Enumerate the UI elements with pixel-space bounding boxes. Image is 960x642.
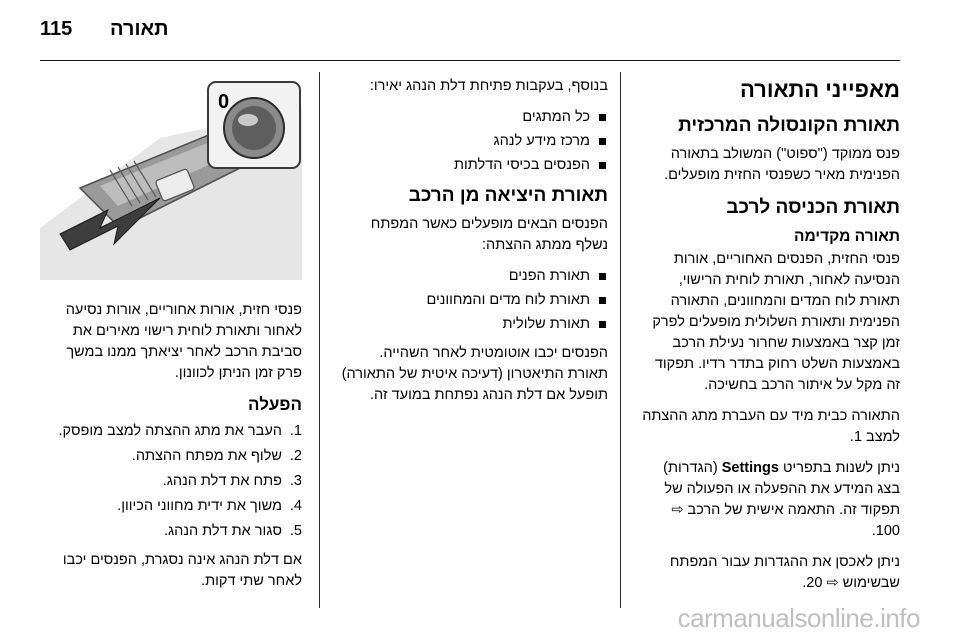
column-divider [620,72,621,608]
paragraph: הפנסים הבאים מופעלים כאשר המפתח נשלף ממתג ההצתה: [370,216,608,253]
step-item: 2. שלוף את מפתח ההצתה. [131,448,302,464]
page-reference: 100 [875,523,900,539]
subsection-heading: תאורת הכניסה לרכב [726,197,900,218]
settings-paragraph: ניתן לשנות בתפריט Settings (הגדרות) בצג המידע את ההפעלה או הפעולה של תפקוד זה. התאמה אישית של הרכב ⇨ 100. [663,460,900,539]
middle-column [336,76,608,416]
section-title: מאפייני התאורה [739,77,900,102]
step-item: 3. פתח את דלת הנהג. [162,473,302,489]
step-item: 4. משוך את ידית מחווני הכיוון. [117,498,302,514]
bullet-list [336,107,608,176]
list-item: תאורת הפנים [336,266,608,287]
paragraph: פנסי חזית, אורות אחוריים, אורות נסיעה לאחור ותאורת לוחית רישוי מאירים את סביבת הרכב לאחר יציאתך ממנו במשך פרק זמן הניתן לכוונון. [65,302,302,381]
running-title: תאורה [110,18,169,40]
subsection-heading: תאורת הקונסולה המרכזית [678,115,900,136]
list-item: תאורת שלולית [336,314,608,335]
paragraph: בנוסף, בעקבות פתיחת דלת הנהג יאירו: [369,78,608,94]
step-item: 5. סגור את דלת הנהג. [163,523,302,539]
list-item: תאורת לוח מדים והמחוונים [336,290,608,311]
paragraph: אם דלת הנהג אינה נסגרת, הפנסים יכבו לאחר שתי דקות. [62,552,302,589]
paragraph: הפנסים יכבו אוטומטית לאחר השהייה. תאורת התיאטרון (דעיכה איטית של התאורה) תופעל אם דלת הנהג נפתחת במועד זה. [341,345,608,403]
stalk-illustration [40,78,302,280]
arrow-ref-icon: ⇨ [671,502,684,518]
page-number: 115 [40,18,73,40]
stalk-illustration-svg [40,78,302,280]
column-divider [319,72,320,608]
page-reference: 20 [806,575,823,591]
page-header [40,14,920,50]
paragraph: פנס ממוקד ("ספוט") המשולב בתאורה הפנימית מאיר כשפנסי החזית מופעלים. [664,146,900,183]
header-rule [40,60,900,61]
step-list [40,421,302,542]
list-item: מרכז מידע לנהג [336,131,608,152]
arrow-ref-icon: ⇨ [826,575,839,591]
right-column [642,76,900,604]
paragraph: התאורה כבית מיד עם העברת מתג ההצתה למצב 1. [642,408,900,445]
paragraph: ניתן לאכסן את ההגדרות עבור המפתח שבשימוש ⇨ 20. [669,554,900,591]
list-item: כל המתגים [336,107,608,128]
paragraph: פנסי החזית, הפנסים האחוריים, אורות הנסיעה לאחור, תאורת לוחית הרישוי, תאורת לוח המדים והמחוונים, התאורה הפנימית ותאורת השלולית מופעלים לפרק זמן קצר באמצעות שחרור נעילת הרכב באמצעות השלט רחוק בתדר רדיו. תפקוד זה מקל על איתור הרכב בחשיכה. [652,251,900,393]
bullet-list [336,266,608,335]
step-item: 1. העבר את מתג ההצתה למצב מופסק. [58,423,302,439]
list-item: הפנסים בכיסי הדלתות [336,155,608,176]
left-column [40,300,302,602]
illustration-label: 0 [218,91,230,113]
minor-heading: הפעלה [248,395,302,414]
settings-keyword: Settings [721,460,779,476]
watermark: carmanualsonline.info [677,603,920,633]
minor-heading: תאורה מקדימה [794,228,900,245]
subsection-heading: תאורת היציאה מן הרכב [408,185,608,206]
